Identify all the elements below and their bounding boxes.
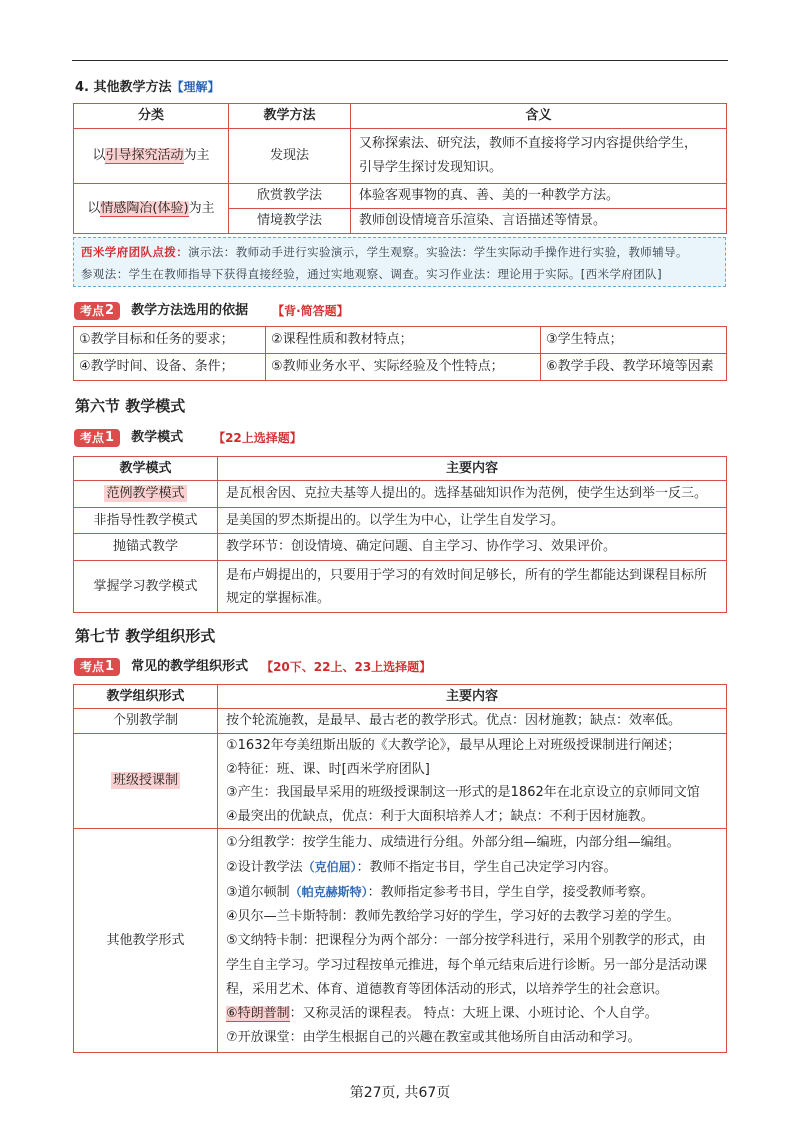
tip-line: 参观法：学生在教师指导下获得直接经验，通过实地观察、调查。实习作业法：理论用于实际。[西米学府团队] (81, 267, 662, 281)
model-cell: 非指导性教学模式 (74, 508, 218, 534)
form-cell: 其他教学形式 (74, 829, 218, 1053)
kaodian-heading (74, 301, 349, 321)
form-cell: 个别教学制 (74, 709, 218, 734)
header-method: 教学方法 (229, 104, 351, 129)
meaning-cell: 体验客观事物的真、善、美的一种教学方法。 (351, 184, 727, 209)
kaodian-heading (74, 657, 431, 677)
model-name-highlight: 范例教学模式 (106, 486, 185, 501)
list-item: ①1632年夸美纽斯出版的《大教学论》，最早从理论上对班级授课制进行阐述； (226, 738, 681, 753)
tip-label: 西米学府团队点拨： (81, 245, 189, 259)
kaodian-badge (74, 429, 120, 447)
badge-number: 1 (105, 430, 115, 445)
criteria-item: ⑥教学手段、教学环境等因素 (541, 354, 727, 381)
kaodian-tag: 【背·简答题】 (272, 304, 349, 318)
item-lead: ③道尔顿制 (226, 884, 290, 900)
kaodian-badge (74, 302, 120, 320)
table-row (74, 534, 727, 561)
criteria-item: ①教学目标和任务的要求； (74, 327, 266, 354)
item-person: （帕克赫斯特） (289, 884, 368, 899)
table-header-row (74, 104, 727, 129)
criteria-item: ④教学时间、设备、条件； (74, 354, 266, 381)
table-row (74, 129, 727, 184)
header-content: 主要内容 (218, 457, 727, 481)
badge-number: 2 (105, 303, 115, 318)
organization-forms-table (73, 684, 727, 1053)
category-prefix: 以 (87, 200, 101, 216)
meaning-cell: 教师创设情境音乐渲染、言语描述等情景。 (351, 209, 727, 234)
tip-text: 演示法：教师动手进行实验演示，学生观察。实验法：学生实际动手操作进行实验，教师辅导。 (188, 245, 688, 259)
content-cell: 是美国的罗杰斯提出的。以学生为中心，让学生自发学习。 (218, 508, 727, 534)
list-item (226, 880, 718, 905)
badge-label: 考点 (80, 431, 105, 445)
section4-tag: 【理解】 (171, 80, 220, 94)
category-prefix: 以 (92, 148, 106, 163)
list-item: ⑤文纳特卡制：把课程分为两个部分：一部分按学科进行，采用个别教学的形式，由学生自主学习。学习过程按单元推进，每个单元结束后进行诊断。另一部分是活动课程，采用艺术、体育、道德教育等团体活动的形式，以培养学生的社会意识。 (226, 933, 708, 997)
page-number: 第27页, 共67页 (349, 1085, 451, 1101)
form-cell (74, 734, 218, 829)
kaodian-badge (74, 658, 120, 676)
table-row (74, 481, 727, 508)
content-cell: 是布卢姆提出的，只要用于学习的有效时间足够长，所有的学生都能达到课程目标所规定的掌握标准。 (218, 561, 727, 613)
header-category: 分类 (74, 104, 229, 129)
tip-line (81, 241, 718, 263)
model-cell: 掌握学习教学模式 (74, 561, 218, 613)
item-lead: ②设计教学法 (226, 859, 303, 875)
list-item: ③产生：我国最早采用的班级授课制这一形式的是1862年在北京设立的京师同文馆 (226, 785, 700, 800)
teaching-models-table (73, 456, 727, 613)
method-cell: 欣赏教学法 (229, 184, 351, 209)
content-cell: 按个轮流施教，是最早、最古老的教学形式。优点：因材施教；缺点：效率低。 (218, 709, 727, 734)
item-rest: ：教师指定参考书目，学生自学，接受教师考察。 (367, 884, 654, 900)
method-selection-criteria-table (73, 326, 727, 381)
item-highlight: ⑥特朗普制 (226, 1006, 290, 1021)
list-item (226, 855, 718, 880)
kaodian-tag: 【20下、22上、23上选择题】 (261, 660, 432, 674)
form-name-highlight: 班级授课制 (112, 773, 178, 788)
table-row (74, 354, 727, 381)
list-item: ⑦开放课堂：由学生根据自己的兴趣在教室或其他场所自由活动和学习。 (226, 1030, 641, 1046)
criteria-item: ⑤教师业务水平、实际经验及个性特点； (266, 354, 541, 381)
top-rule (72, 60, 728, 61)
table-row (74, 561, 727, 613)
item-rest: ：又称灵活的课程表。 特点：大班上课、小班讨论、个人自学。 (289, 1006, 658, 1021)
table-header-row (74, 457, 727, 481)
table-row (74, 829, 727, 1053)
teaching-methods-table (73, 103, 727, 234)
category-suffix: 为主 (188, 200, 215, 216)
section4-heading-text: 4. 其他教学方法 (75, 80, 172, 95)
list-item: ②特征：班、课、时[西米学府团队] (226, 761, 430, 777)
content-cell: 是瓦根舍因、克拉夫基等人提出的。选择基础知识作为范例，使学生达到举一反三。 (218, 481, 727, 508)
model-cell: 抛锚式教学 (74, 534, 218, 561)
header-meaning: 含义 (351, 104, 727, 129)
content-cell (218, 829, 727, 1053)
category-cell-inquiry (74, 129, 229, 184)
meaning-cell: 又称探索法、研究法，教师不直接将学习内容提供给学生，引导学生探讨发现知识。 (351, 129, 727, 184)
item-rest: ：教师不指定书目，学生自己决定学习内容。 (356, 859, 617, 875)
badge-number: 1 (105, 659, 115, 674)
content-cell (218, 734, 727, 829)
category-suffix: 为主 (183, 148, 210, 163)
header-model: 教学模式 (74, 457, 218, 481)
list-item (226, 1002, 718, 1026)
table-row (74, 709, 727, 734)
kaodian-title: 教学模式 (131, 430, 184, 445)
team-tip-box (73, 237, 726, 287)
kaodian-title: 常见的教学组织形式 (131, 659, 249, 674)
table-row (74, 734, 727, 829)
list-item: ①分组教学：按学生能力、成绩进行分组。外部分组—编班，内部分组—编组。 (226, 834, 680, 850)
table-row (74, 184, 727, 209)
section6-title: 第六节 教学模式 (75, 397, 186, 415)
category-highlight: 情感陶冶(体验) (100, 200, 189, 216)
category-cell-emotion (74, 184, 229, 234)
kaodian-title: 教学方法选用的依据 (131, 303, 249, 318)
table-row (74, 508, 727, 534)
criteria-item: ②课程性质和教材特点； (266, 327, 541, 354)
badge-label: 考点 (80, 304, 105, 318)
list-item: ④最突出的优缺点，优点：利于大面积培养人才；缺点：不利于因材施教。 (226, 808, 654, 824)
list-item: ④贝尔—兰卡斯特制：教师先教给学习好的学生，学习好的去教学习差的学生。 (226, 909, 680, 925)
section4-heading (75, 77, 220, 97)
content-cell: 教学环节：创设情境、确定问题、自主学习、协作学习、效果评价。 (218, 534, 727, 561)
section7-title: 第七节 教学组织形式 (75, 627, 216, 645)
model-cell (74, 481, 218, 508)
table-header-row (74, 685, 727, 709)
badge-label: 考点 (80, 660, 105, 674)
kaodian-heading (74, 428, 302, 448)
item-person: （克伯屈） (302, 859, 357, 874)
category-highlight: 引导探究活动 (105, 148, 184, 163)
header-content: 主要内容 (218, 685, 727, 709)
kaodian-tag: 【22上选择题】 (213, 431, 302, 445)
method-cell: 发现法 (229, 129, 351, 184)
header-form: 教学组织形式 (74, 685, 218, 709)
method-cell: 情境教学法 (229, 209, 351, 234)
criteria-item: ③学生特点； (541, 327, 727, 354)
table-row (74, 327, 727, 354)
